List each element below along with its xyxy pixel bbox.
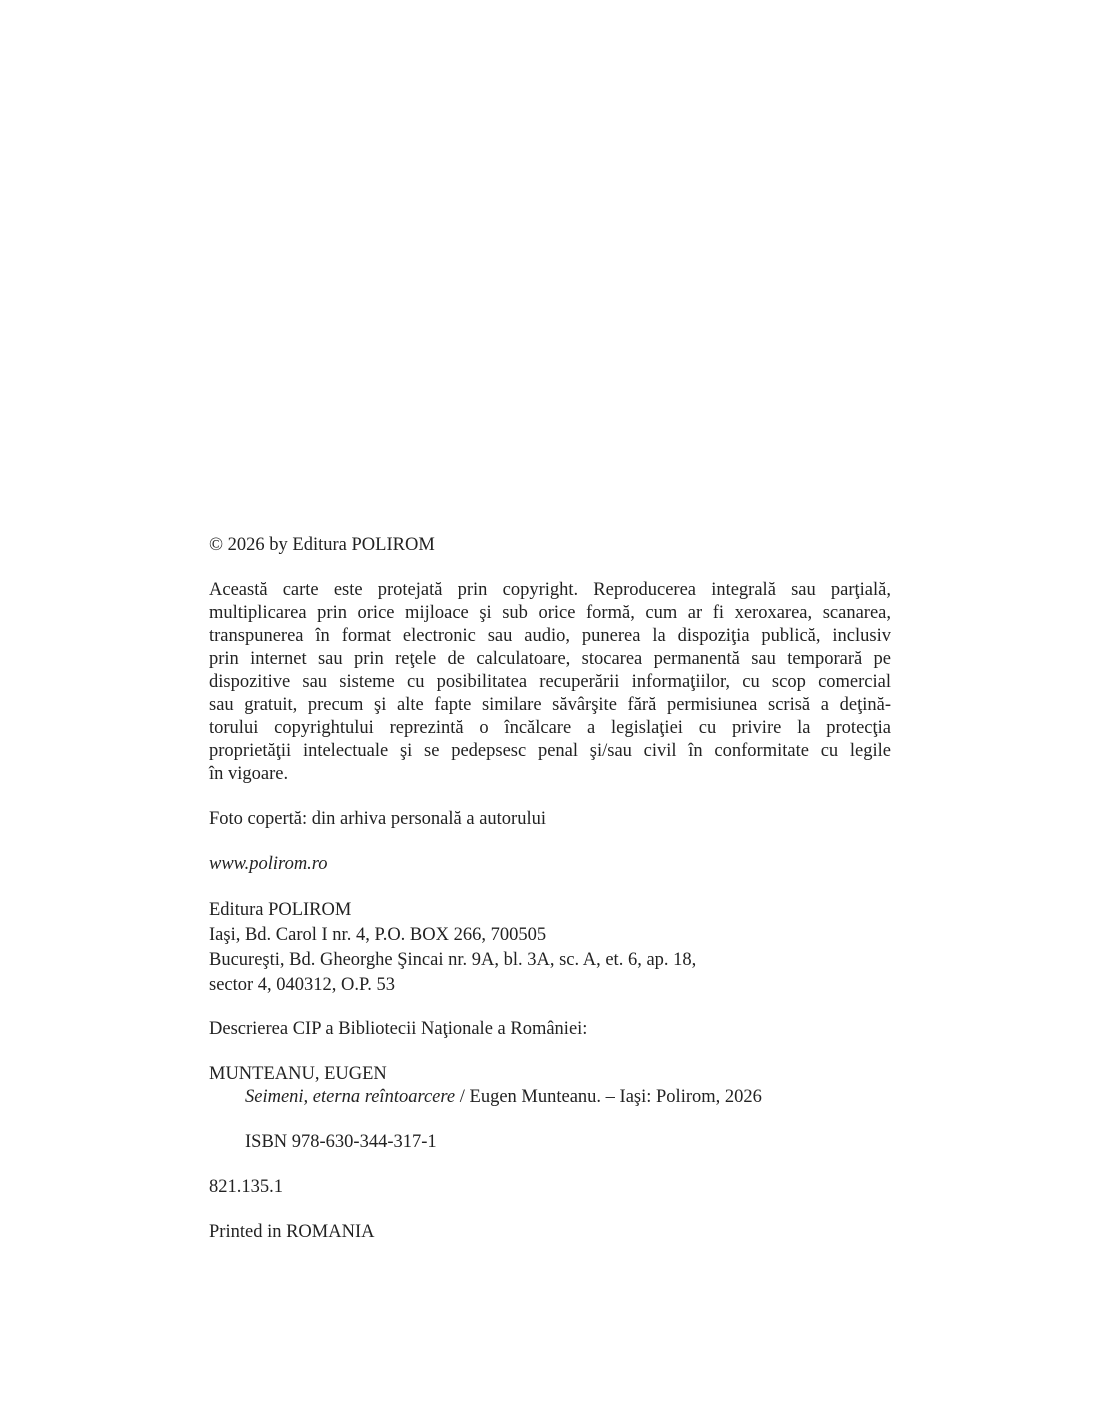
legal-notice	[209, 579, 891, 786]
legal-line: prin internet sau prin reţele de calculatoare, stocarea permanentă sau temporară pe	[209, 649, 891, 669]
cip-intro: Descrierea CIP a Bibliotecii Naţionale a României:	[209, 1019, 588, 1039]
address-sector: sector 4, 040312, O.P. 53	[209, 975, 396, 995]
printed-in: Printed in ROMANIA	[209, 1222, 375, 1242]
isbn: ISBN 978-630-344-317-1	[245, 1132, 437, 1152]
legal-line: transpunerea în format electronic sau audio, punerea la dispoziţia publică, inclusiv	[209, 626, 891, 646]
legal-line: sau gratuit, precum şi alte fapte similare săvârşite fără permisiunea scrisă a deţină-	[209, 695, 891, 715]
legal-line: proprietăţii intelectuale şi se pedepsesc penal şi/sau civil în conformitate cu legile	[209, 741, 891, 761]
cip-author: MUNTEANU, EUGEN	[209, 1064, 387, 1084]
website-link[interactable]: www.polirom.ro	[209, 854, 328, 874]
publisher-address	[209, 898, 891, 998]
cdu-code: 821.135.1	[209, 1177, 283, 1197]
legal-line: Această carte este protejată prin copyright. Reproducerea integrală sau parţială,	[209, 580, 891, 600]
publisher-name: Editura POLIROM	[209, 900, 352, 920]
address-iasi: Iaşi, Bd. Carol I nr. 4, P.O. BOX 266, 700505	[209, 925, 547, 945]
cip-title-rest: / Eugen Munteanu. – Iaşi: Polirom, 2026	[455, 1087, 762, 1107]
legal-line: dispozitive sau sisteme cu posibilitatea recuperării informaţiilor, cu scop comercial	[209, 672, 891, 692]
cip-title-line	[209, 1086, 891, 1109]
legal-line: multiplicarea prin orice mijloace şi sub orice formă, cum ar fi xeroxarea, scanarea,	[209, 603, 891, 623]
copyright-page	[209, 534, 891, 1244]
photo-credit: Foto copertă: din arhiva personală a autorului	[209, 809, 547, 829]
legal-line: torului copyrightului reprezintă o încălcare a legislaţiei cu privire la protecţia	[209, 718, 891, 738]
legal-line: în vigoare.	[209, 764, 289, 784]
copyright-notice: © 2026 by Editura POLIROM	[209, 535, 435, 555]
address-bucuresti: Bucureşti, Bd. Gheorghe Şincai nr. 9A, bl. 3A, sc. A, et. 6, ap. 18,	[209, 950, 697, 970]
book-title: Seimeni, eterna reîntoarcere	[245, 1087, 456, 1107]
